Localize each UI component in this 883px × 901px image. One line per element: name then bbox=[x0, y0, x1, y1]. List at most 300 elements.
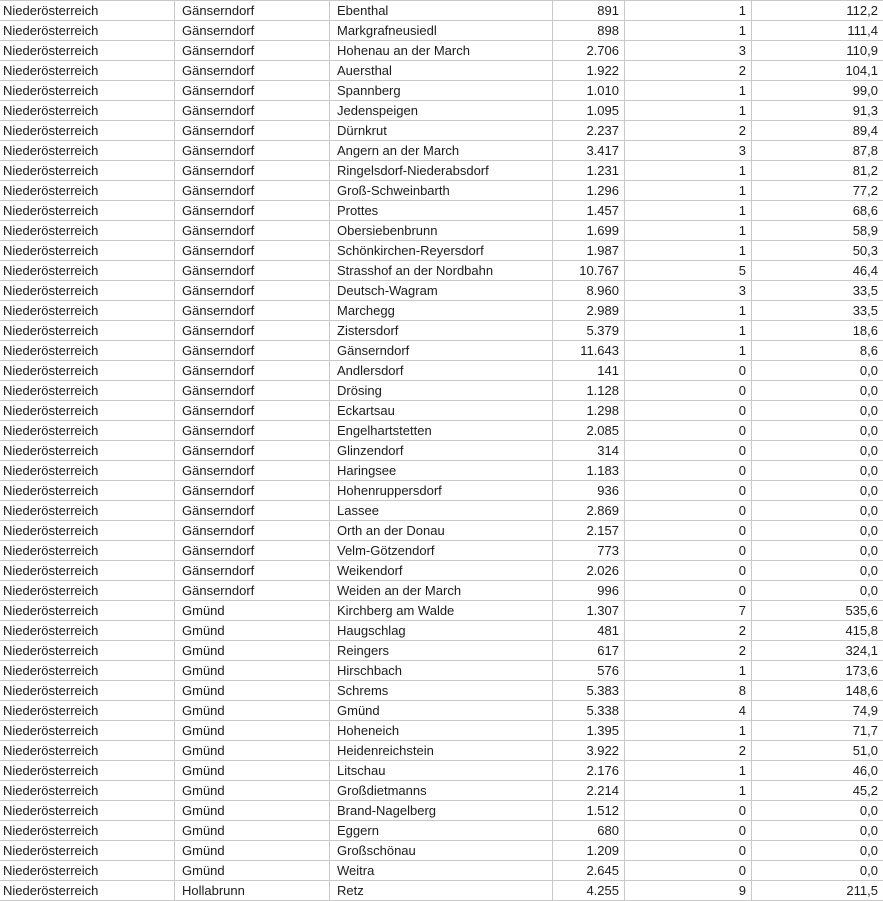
table-row bbox=[0, 281, 883, 301]
table-row bbox=[0, 141, 883, 161]
cell-district: Gänserndorf bbox=[175, 481, 330, 500]
cell-state: Niederösterreich bbox=[0, 321, 175, 340]
cell-rate: 50,3 bbox=[852, 243, 878, 258]
cell-district: Gmünd bbox=[175, 761, 330, 780]
table-row bbox=[0, 401, 883, 421]
cell-state: Niederösterreich bbox=[0, 201, 175, 220]
cell-state: Niederösterreich bbox=[0, 161, 175, 180]
cell-count: 1 bbox=[625, 341, 752, 360]
cell-district: Gänserndorf bbox=[175, 261, 330, 280]
cell-population: 141 bbox=[553, 361, 625, 380]
cell-rate: 148,6 bbox=[845, 683, 878, 698]
cell-district: Gänserndorf bbox=[175, 561, 330, 580]
cell-state: Niederösterreich bbox=[0, 301, 175, 320]
cell-municipality: Markgrafneusiedl bbox=[330, 21, 553, 40]
cell-rate: 0,0 bbox=[859, 443, 878, 458]
cell-population: 2.176 bbox=[553, 761, 625, 780]
cell-rate: 0,0 bbox=[859, 523, 878, 538]
cell-rate: 51,0 bbox=[852, 743, 878, 758]
cell-count: 1 bbox=[625, 761, 752, 780]
cell-population: 898 bbox=[553, 21, 625, 40]
cell-count: 1 bbox=[625, 101, 752, 120]
cell-population: 1.307 bbox=[553, 601, 625, 620]
cell-population: 1.231 bbox=[553, 161, 625, 180]
table-row bbox=[0, 881, 883, 901]
cell-population: 1.095 bbox=[553, 101, 625, 120]
table-row bbox=[0, 101, 883, 121]
cell-municipality: Spannberg bbox=[330, 81, 553, 100]
cell-rate: 8,6 bbox=[859, 343, 878, 358]
cell-count: 9 bbox=[625, 881, 752, 900]
cell-count: 0 bbox=[625, 461, 752, 480]
cell-state: Niederösterreich bbox=[0, 281, 175, 300]
cell-rate: 0,0 bbox=[859, 563, 878, 578]
cell-district: Gmünd bbox=[175, 641, 330, 660]
table-row bbox=[0, 361, 883, 381]
cell-state: Niederösterreich bbox=[0, 621, 175, 640]
cell-municipality: Velm-Götzendorf bbox=[330, 541, 553, 560]
cell-state: Niederösterreich bbox=[0, 781, 175, 800]
cell-state: Niederösterreich bbox=[0, 881, 175, 900]
cell-count: 0 bbox=[625, 801, 752, 820]
table-row bbox=[0, 221, 883, 241]
cell-district: Gmünd bbox=[175, 841, 330, 860]
cell-municipality: Brand-Nagelberg bbox=[330, 801, 553, 820]
cell-rate: 0,0 bbox=[859, 803, 878, 818]
table-row bbox=[0, 821, 883, 841]
cell-municipality: Eggern bbox=[330, 821, 553, 840]
cell-state: Niederösterreich bbox=[0, 481, 175, 500]
cell-municipality: Eckartsau bbox=[330, 401, 553, 420]
cell-state: Niederösterreich bbox=[0, 461, 175, 480]
cell-rate: 46,4 bbox=[852, 263, 878, 278]
cell-district: Gänserndorf bbox=[175, 281, 330, 300]
cell-state: Niederösterreich bbox=[0, 361, 175, 380]
cell-population: 1.512 bbox=[553, 801, 625, 820]
cell-district: Gmünd bbox=[175, 741, 330, 760]
cell-count: 2 bbox=[625, 621, 752, 640]
cell-state: Niederösterreich bbox=[0, 181, 175, 200]
cell-municipality: Hohenau an der March bbox=[330, 41, 553, 60]
cell-state: Niederösterreich bbox=[0, 701, 175, 720]
cell-count: 1 bbox=[625, 201, 752, 220]
table-row bbox=[0, 581, 883, 601]
cell-district: Gmünd bbox=[175, 681, 330, 700]
cell-population: 1.395 bbox=[553, 721, 625, 740]
cell-municipality: Hoheneich bbox=[330, 721, 553, 740]
cell-municipality: Orth an der Donau bbox=[330, 521, 553, 540]
cell-rate: 0,0 bbox=[859, 383, 878, 398]
cell-district: Gmünd bbox=[175, 801, 330, 820]
cell-count: 1 bbox=[625, 781, 752, 800]
cell-count: 1 bbox=[625, 1, 752, 20]
cell-municipality: Weikendorf bbox=[330, 561, 553, 580]
cell-district: Gänserndorf bbox=[175, 381, 330, 400]
cell-count: 1 bbox=[625, 81, 752, 100]
cell-population: 2.989 bbox=[553, 301, 625, 320]
cell-municipality: Hohenruppersdorf bbox=[330, 481, 553, 500]
cell-count: 0 bbox=[625, 841, 752, 860]
cell-municipality: Zistersdorf bbox=[330, 321, 553, 340]
cell-count: 0 bbox=[625, 481, 752, 500]
cell-district: Gänserndorf bbox=[175, 461, 330, 480]
cell-rate: 0,0 bbox=[859, 483, 878, 498]
cell-rate: 111,4 bbox=[847, 23, 878, 38]
cell-rate: 0,0 bbox=[859, 503, 878, 518]
cell-municipality: Schrems bbox=[330, 681, 553, 700]
cell-population: 996 bbox=[553, 581, 625, 600]
cell-district: Gmünd bbox=[175, 701, 330, 720]
cell-municipality: Weiden an der March bbox=[330, 581, 553, 600]
cell-municipality: Gmünd bbox=[330, 701, 553, 720]
cell-rate: 33,5 bbox=[852, 303, 878, 318]
cell-municipality: Großdietmanns bbox=[330, 781, 553, 800]
cell-municipality: Ebenthal bbox=[330, 1, 553, 20]
cell-state: Niederösterreich bbox=[0, 681, 175, 700]
table-row bbox=[0, 21, 883, 41]
table-row bbox=[0, 241, 883, 261]
cell-state: Niederösterreich bbox=[0, 421, 175, 440]
cell-population: 680 bbox=[553, 821, 625, 840]
table-row bbox=[0, 441, 883, 461]
cell-rate: 112,2 bbox=[846, 3, 878, 18]
cell-count: 7 bbox=[625, 601, 752, 620]
table-row bbox=[0, 521, 883, 541]
table-row bbox=[0, 601, 883, 621]
cell-district: Gmünd bbox=[175, 721, 330, 740]
table-row bbox=[0, 741, 883, 761]
cell-district: Gänserndorf bbox=[175, 141, 330, 160]
cell-municipality: Reingers bbox=[330, 641, 553, 660]
cell-population: 5.379 bbox=[553, 321, 625, 340]
cell-population: 1.209 bbox=[553, 841, 625, 860]
cell-district: Gänserndorf bbox=[175, 301, 330, 320]
cell-state: Niederösterreich bbox=[0, 741, 175, 760]
cell-state: Niederösterreich bbox=[0, 601, 175, 620]
table-row bbox=[0, 121, 883, 141]
table-row bbox=[0, 481, 883, 501]
cell-rate: 68,6 bbox=[852, 203, 878, 218]
cell-population: 1.298 bbox=[553, 401, 625, 420]
cell-rate: 110,9 bbox=[846, 43, 878, 58]
cell-population: 2.645 bbox=[553, 861, 625, 880]
cell-rate: 0,0 bbox=[859, 843, 878, 858]
table-row bbox=[0, 41, 883, 61]
cell-district: Hollabrunn bbox=[175, 881, 330, 900]
cell-state: Niederösterreich bbox=[0, 141, 175, 160]
cell-rate: 89,4 bbox=[852, 123, 878, 138]
cell-municipality: Großschönau bbox=[330, 841, 553, 860]
cell-population: 11.643 bbox=[553, 341, 625, 360]
cell-state: Niederösterreich bbox=[0, 21, 175, 40]
cell-rate: 173,6 bbox=[845, 663, 878, 678]
cell-municipality: Schönkirchen-Reyersdorf bbox=[330, 241, 553, 260]
cell-population: 8.960 bbox=[553, 281, 625, 300]
cell-population: 1.699 bbox=[553, 221, 625, 240]
cell-rate: 0,0 bbox=[859, 463, 878, 478]
cell-rate: 0,0 bbox=[859, 423, 878, 438]
cell-count: 1 bbox=[625, 321, 752, 340]
cell-population: 617 bbox=[553, 641, 625, 660]
table-row bbox=[0, 201, 883, 221]
cell-population: 2.706 bbox=[553, 41, 625, 60]
cell-count: 0 bbox=[625, 521, 752, 540]
cell-state: Niederösterreich bbox=[0, 661, 175, 680]
cell-district: Gänserndorf bbox=[175, 221, 330, 240]
cell-count: 2 bbox=[625, 641, 752, 660]
cell-rate: 0,0 bbox=[859, 403, 878, 418]
cell-district: Gänserndorf bbox=[175, 181, 330, 200]
table-row bbox=[0, 781, 883, 801]
cell-rate: 104,1 bbox=[845, 63, 878, 78]
cell-population: 10.767 bbox=[553, 261, 625, 280]
cell-district: Gänserndorf bbox=[175, 21, 330, 40]
table-row bbox=[0, 561, 883, 581]
table-row bbox=[0, 661, 883, 681]
cell-count: 2 bbox=[625, 121, 752, 140]
cell-population: 2.157 bbox=[553, 521, 625, 540]
cell-state: Niederösterreich bbox=[0, 341, 175, 360]
cell-state: Niederösterreich bbox=[0, 541, 175, 560]
cell-municipality: Litschau bbox=[330, 761, 553, 780]
table-row bbox=[0, 341, 883, 361]
table-row bbox=[0, 501, 883, 521]
cell-municipality: Strasshof an der Nordbahn bbox=[330, 261, 553, 280]
cell-count: 1 bbox=[625, 221, 752, 240]
cell-count: 4 bbox=[625, 701, 752, 720]
cell-municipality: Weitra bbox=[330, 861, 553, 880]
cell-count: 0 bbox=[625, 441, 752, 460]
cell-count: 3 bbox=[625, 281, 752, 300]
cell-count: 0 bbox=[625, 401, 752, 420]
cell-district: Gänserndorf bbox=[175, 41, 330, 60]
cell-count: 1 bbox=[625, 301, 752, 320]
table-row bbox=[0, 161, 883, 181]
cell-rate: 74,9 bbox=[852, 703, 878, 718]
cell-municipality: Andlersdorf bbox=[330, 361, 553, 380]
cell-rate: 58,9 bbox=[852, 223, 878, 238]
cell-municipality: Retz bbox=[330, 881, 553, 900]
cell-state: Niederösterreich bbox=[0, 261, 175, 280]
cell-district: Gänserndorf bbox=[175, 441, 330, 460]
cell-district: Gänserndorf bbox=[175, 121, 330, 140]
cell-district: Gänserndorf bbox=[175, 341, 330, 360]
table-row bbox=[0, 381, 883, 401]
cell-population: 891 bbox=[553, 1, 625, 20]
cell-state: Niederösterreich bbox=[0, 381, 175, 400]
cell-district: Gänserndorf bbox=[175, 1, 330, 20]
cell-rate: 535,6 bbox=[845, 603, 878, 618]
cell-state: Niederösterreich bbox=[0, 81, 175, 100]
cell-district: Gänserndorf bbox=[175, 101, 330, 120]
cell-district: Gmünd bbox=[175, 861, 330, 880]
table-row bbox=[0, 301, 883, 321]
cell-rate: 45,2 bbox=[852, 783, 878, 798]
cell-rate: 0,0 bbox=[859, 823, 878, 838]
cell-count: 5 bbox=[625, 261, 752, 280]
cell-state: Niederösterreich bbox=[0, 401, 175, 420]
cell-state: Niederösterreich bbox=[0, 61, 175, 80]
cell-district: Gänserndorf bbox=[175, 81, 330, 100]
cell-count: 1 bbox=[625, 661, 752, 680]
cell-count: 0 bbox=[625, 541, 752, 560]
cell-rate: 0,0 bbox=[859, 543, 878, 558]
cell-district: Gmünd bbox=[175, 621, 330, 640]
cell-municipality: Ringelsdorf-Niederabsdorf bbox=[330, 161, 553, 180]
cell-state: Niederösterreich bbox=[0, 501, 175, 520]
cell-population: 1.457 bbox=[553, 201, 625, 220]
cell-population: 4.255 bbox=[553, 881, 625, 900]
cell-population: 576 bbox=[553, 661, 625, 680]
cell-state: Niederösterreich bbox=[0, 101, 175, 120]
cell-state: Niederösterreich bbox=[0, 521, 175, 540]
cell-municipality: Auersthal bbox=[330, 61, 553, 80]
cell-rate: 33,5 bbox=[852, 283, 878, 298]
cell-count: 0 bbox=[625, 381, 752, 400]
cell-population: 1.010 bbox=[553, 81, 625, 100]
cell-population: 773 bbox=[553, 541, 625, 560]
cell-state: Niederösterreich bbox=[0, 801, 175, 820]
cell-population: 1.987 bbox=[553, 241, 625, 260]
table-row bbox=[0, 761, 883, 781]
cell-municipality: Engelhartstetten bbox=[330, 421, 553, 440]
cell-state: Niederösterreich bbox=[0, 1, 175, 20]
cell-municipality: Hirschbach bbox=[330, 661, 553, 680]
cell-population: 2.085 bbox=[553, 421, 625, 440]
cell-count: 1 bbox=[625, 721, 752, 740]
cell-district: Gänserndorf bbox=[175, 241, 330, 260]
cell-district: Gänserndorf bbox=[175, 521, 330, 540]
cell-population: 936 bbox=[553, 481, 625, 500]
cell-population: 481 bbox=[553, 621, 625, 640]
cell-rate: 211,5 bbox=[846, 883, 878, 898]
cell-district: Gänserndorf bbox=[175, 321, 330, 340]
cell-population: 3.417 bbox=[553, 141, 625, 160]
cell-district: Gänserndorf bbox=[175, 541, 330, 560]
cell-count: 1 bbox=[625, 181, 752, 200]
table-row bbox=[0, 261, 883, 281]
cell-state: Niederösterreich bbox=[0, 41, 175, 60]
cell-rate: 99,0 bbox=[852, 83, 878, 98]
cell-count: 1 bbox=[625, 21, 752, 40]
table-row bbox=[0, 621, 883, 641]
cell-state: Niederösterreich bbox=[0, 821, 175, 840]
cell-count: 3 bbox=[625, 141, 752, 160]
cell-municipality: Kirchberg am Walde bbox=[330, 601, 553, 620]
cell-municipality: Groß-Schweinbarth bbox=[330, 181, 553, 200]
cell-rate: 324,1 bbox=[845, 643, 878, 658]
cell-population: 5.338 bbox=[553, 701, 625, 720]
cell-state: Niederösterreich bbox=[0, 721, 175, 740]
cell-district: Gänserndorf bbox=[175, 421, 330, 440]
cell-count: 0 bbox=[625, 821, 752, 840]
cell-municipality: Gänserndorf bbox=[330, 341, 553, 360]
cell-district: Gmünd bbox=[175, 821, 330, 840]
cell-count: 2 bbox=[625, 61, 752, 80]
cell-count: 0 bbox=[625, 361, 752, 380]
cell-population: 1.296 bbox=[553, 181, 625, 200]
cell-district: Gänserndorf bbox=[175, 201, 330, 220]
cell-state: Niederösterreich bbox=[0, 861, 175, 880]
cell-district: Gänserndorf bbox=[175, 161, 330, 180]
table-row bbox=[0, 701, 883, 721]
cell-municipality: Drösing bbox=[330, 381, 553, 400]
cell-count: 1 bbox=[625, 241, 752, 260]
cell-state: Niederösterreich bbox=[0, 841, 175, 860]
cell-district: Gänserndorf bbox=[175, 361, 330, 380]
cell-municipality: Prottes bbox=[330, 201, 553, 220]
table-row bbox=[0, 321, 883, 341]
cell-district: Gmünd bbox=[175, 601, 330, 620]
cell-state: Niederösterreich bbox=[0, 641, 175, 660]
table-row bbox=[0, 641, 883, 661]
cell-state: Niederösterreich bbox=[0, 581, 175, 600]
cell-population: 1.183 bbox=[553, 461, 625, 480]
cell-count: 8 bbox=[625, 681, 752, 700]
cell-district: Gänserndorf bbox=[175, 581, 330, 600]
cell-municipality: Haugschlag bbox=[330, 621, 553, 640]
cell-state: Niederösterreich bbox=[0, 561, 175, 580]
cell-population: 1.128 bbox=[553, 381, 625, 400]
table-row bbox=[0, 681, 883, 701]
cell-state: Niederösterreich bbox=[0, 441, 175, 460]
cell-municipality: Jedenspeigen bbox=[330, 101, 553, 120]
cell-population: 2.869 bbox=[553, 501, 625, 520]
cell-state: Niederösterreich bbox=[0, 121, 175, 140]
table-row bbox=[0, 1, 883, 21]
cell-count: 1 bbox=[625, 161, 752, 180]
cell-municipality: Dürnkrut bbox=[330, 121, 553, 140]
table-row bbox=[0, 721, 883, 741]
cell-count: 0 bbox=[625, 561, 752, 580]
cell-rate: 71,7 bbox=[852, 723, 878, 738]
cell-rate: 46,0 bbox=[852, 763, 878, 778]
table-row bbox=[0, 81, 883, 101]
table-row bbox=[0, 421, 883, 441]
cell-count: 2 bbox=[625, 741, 752, 760]
cell-state: Niederösterreich bbox=[0, 221, 175, 240]
cell-municipality: Glinzendorf bbox=[330, 441, 553, 460]
cell-municipality: Angern an der March bbox=[330, 141, 553, 160]
table-row bbox=[0, 861, 883, 881]
cell-rate: 77,2 bbox=[852, 183, 878, 198]
cell-municipality: Haringsee bbox=[330, 461, 553, 480]
cell-district: Gänserndorf bbox=[175, 401, 330, 420]
cell-population: 1.922 bbox=[553, 61, 625, 80]
cell-district: Gänserndorf bbox=[175, 501, 330, 520]
cell-district: Gmünd bbox=[175, 781, 330, 800]
cell-municipality: Heidenreichstein bbox=[330, 741, 553, 760]
table-row bbox=[0, 541, 883, 561]
cell-count: 0 bbox=[625, 501, 752, 520]
cell-population: 2.026 bbox=[553, 561, 625, 580]
cell-rate: 18,6 bbox=[852, 323, 878, 338]
cell-count: 0 bbox=[625, 861, 752, 880]
cell-count: 3 bbox=[625, 41, 752, 60]
cell-rate: 0,0 bbox=[859, 583, 878, 598]
cell-population: 2.214 bbox=[553, 781, 625, 800]
cell-population: 5.383 bbox=[553, 681, 625, 700]
table-row bbox=[0, 61, 883, 81]
cell-municipality: Deutsch-Wagram bbox=[330, 281, 553, 300]
table-row bbox=[0, 461, 883, 481]
cell-population: 2.237 bbox=[553, 121, 625, 140]
cell-state: Niederösterreich bbox=[0, 241, 175, 260]
cell-district: Gänserndorf bbox=[175, 61, 330, 80]
cell-count: 0 bbox=[625, 581, 752, 600]
cell-rate: 81,2 bbox=[852, 163, 878, 178]
cell-municipality: Marchegg bbox=[330, 301, 553, 320]
